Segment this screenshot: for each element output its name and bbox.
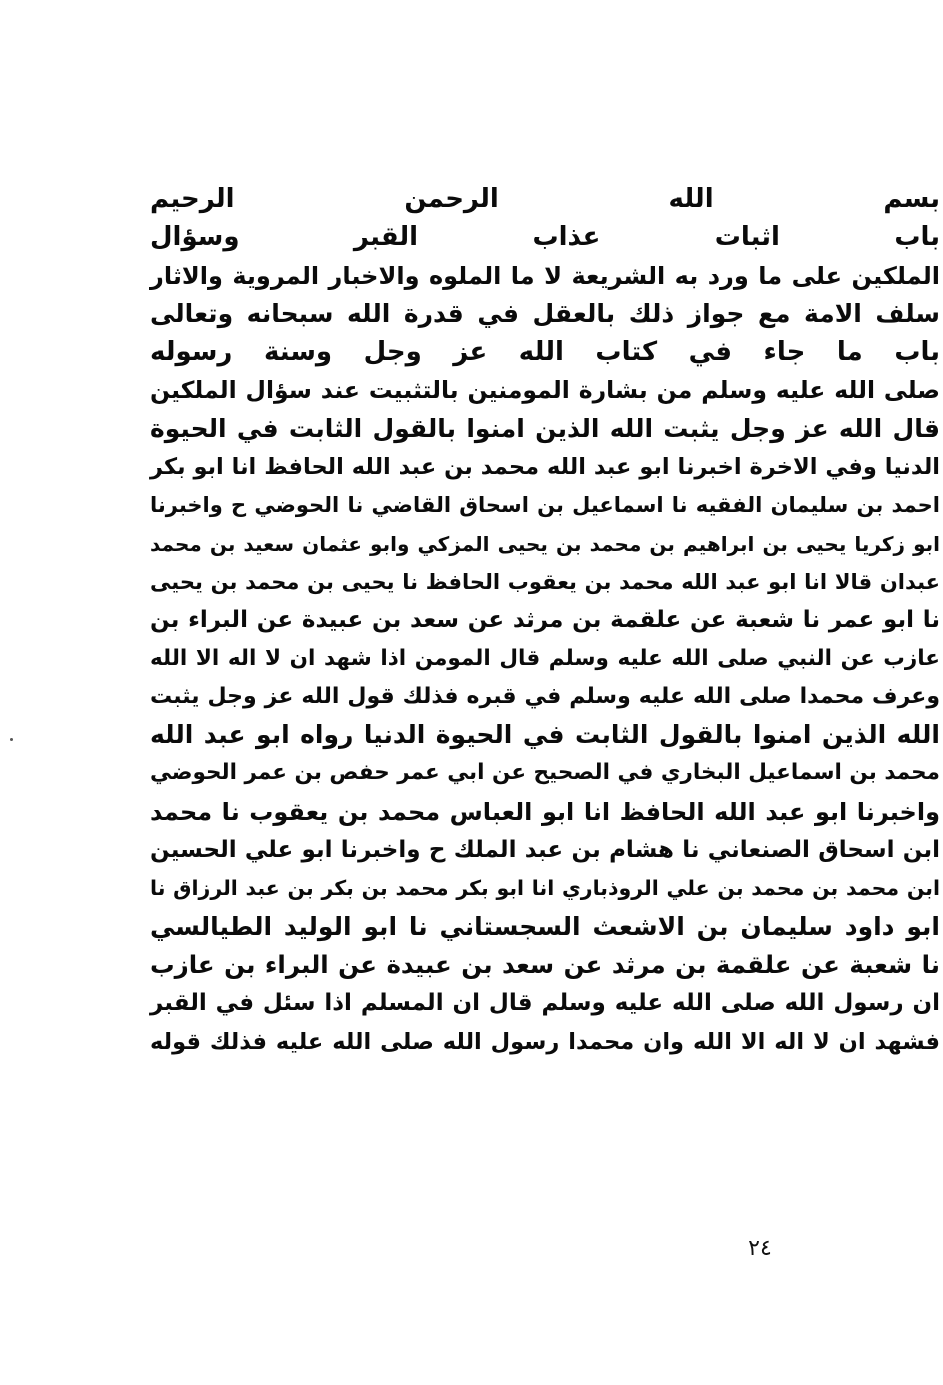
text-line: الملكين على ما ورد به الشريعة لا ما الملوه والاخبار المروية والاثار: [150, 261, 940, 290]
text-line: صلى الله عليه وسلم من بشارة المومنين بالتثبيت عند سؤال الملكين: [150, 376, 940, 405]
manuscript-text-block: [150, 180, 940, 1061]
text-line: عازب عن النبي صلى الله عليه وسلم قال المومن اذا شهد ان لا اله الا الله: [150, 645, 940, 671]
text-line: الله الذين امنوا بالقول الثابت في الحيوة الدنيا رواه ابو عبد الله: [150, 720, 940, 750]
text-line: عبدان قالا انا ابو عبد الله محمد بن يعقوب الحافظ نا يحيى بن محمد بن يحيى: [150, 569, 940, 594]
text-line: نا شعبة عن علقمة بن مرثد عن سعد بن عبيدة عن البراء بن عازب: [150, 949, 940, 979]
text-line: ابو زكريا يحيى بن ابراهيم بن محمد بن يحيى المزكي وابو عثمان سعيد بن محمد: [150, 531, 940, 556]
text-line: فشهد ان لا اله الا الله وان محمدا رسول الله صلى الله عليه فذلك قوله: [150, 1028, 940, 1055]
text-line: احمد بن سليمان الفقيه نا اسماعيل بن اسحاق القاضي نا الحوضي ح واخبرنا: [150, 493, 940, 518]
section-heading-line: باب ما جاء في كتاب الله عز وجل وسنة رسوله: [150, 337, 940, 368]
basmala-line: بسم الله الرحمن الرحيم: [150, 184, 940, 214]
text-line: الدنيا وفي الاخرة اخبرنا ابو عبد الله محمد بن عبد الله الحافظ انا ابو بكر: [150, 454, 940, 481]
text-line: قال الله عز وجل يثبت الله الذين امنوا بالقول الثابت في الحيوة: [150, 413, 940, 443]
text-line: واخبرنا ابو عبد الله الحافظ انا ابو العباس محمد بن يعقوب نا محمد: [150, 797, 940, 826]
text-line: وعرف محمدا صلى الله عليه وسلم في قبره فذلك قول الله عز وجل يثبت: [150, 683, 940, 709]
text-line: ابن اسحاق الصنعاني نا هشام بن عبد الملك ح واخبرنا ابو علي الحسين: [150, 837, 940, 864]
margin-speck: [10, 738, 13, 741]
text-line: سلف الامة مع جواز ذلك بالعقل في قدرة الله سبحانه وتعالى: [150, 298, 940, 328]
text-line: ابو داود سليمان بن الاشعث السجستاني نا ابو الوليد الطيالسي: [150, 911, 940, 941]
page-number: ٢٤: [748, 1236, 772, 1261]
text-line: نا ابو عمر نا شعبة عن علقمة بن مرثد عن سعد بن عبيدة عن البراء بن: [150, 607, 940, 634]
text-line: ان رسول الله صلى الله عليه وسلم قال ان المسلم اذا سئل في القبر: [150, 990, 940, 1017]
text-line: محمد بن اسماعيل البخاري في الصحيح عن ابي عمر حفص بن عمر الحوضي: [150, 760, 940, 786]
text-line: ابن محمد بن محمد بن علي الروذباري انا ابو بكر محمد بن بكر بن عبد الرزاق نا: [150, 876, 940, 901]
chapter-heading-line: باب اثبات عذاب القبر وسؤال: [150, 222, 940, 253]
